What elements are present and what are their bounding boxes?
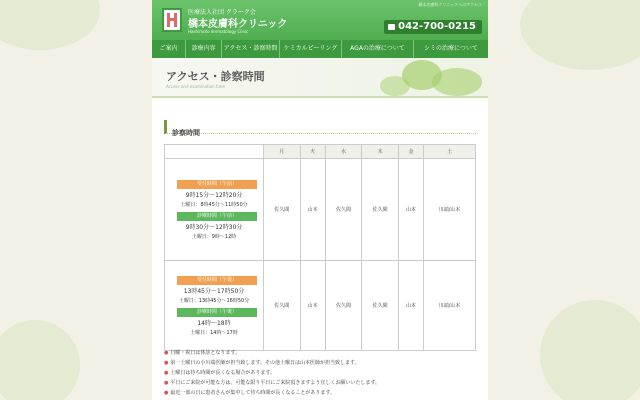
page-container — [152, 0, 488, 400]
pm-exam-sat: 土曜日：14時～17時 — [190, 329, 238, 336]
day-header: 土 — [424, 145, 476, 159]
doctor-cell: 川端/山本 — [424, 159, 476, 261]
list-item — [164, 388, 476, 398]
doctor-cell: 山本 — [398, 261, 423, 351]
am-exam-badge: 診療時間（午前） — [177, 212, 257, 221]
clinic-name[interactable]: 橋本皮膚科クリニック — [188, 19, 288, 30]
day-header: 木 — [362, 145, 399, 159]
schedule-table — [164, 144, 476, 351]
am-exam-sat: 土曜日：9時～12時 — [191, 233, 237, 240]
pm-reception-badge: 受付時間（午後） — [177, 276, 257, 285]
doctor-cell: 佐久間 — [362, 261, 399, 351]
doctor-cell: 佐久間 — [362, 159, 399, 261]
doctor-cell: 川端/山本 — [424, 261, 476, 351]
clinic-logo-icon[interactable] — [162, 8, 182, 32]
bullet-icon: ● — [164, 360, 169, 366]
pm-reception-sat: 土曜日：13時45分～16時50分 — [178, 297, 250, 304]
pm-time-cell — [165, 261, 264, 351]
doctor-cell: 山本 — [398, 159, 423, 261]
am-reception-sat: 土曜日：8時45分～11時50分 — [180, 201, 248, 208]
background-leaf — [520, 0, 640, 70]
am-reception-badge: 受付時間（午前） — [177, 180, 257, 189]
background-leaf — [0, 0, 100, 50]
page-title: アクセス・診察時間 — [166, 70, 265, 83]
phone-number[interactable] — [384, 20, 482, 34]
list-item — [164, 348, 476, 358]
section-heading — [164, 120, 476, 137]
phone-icon — [388, 24, 395, 30]
note-text: 最近一部の日に患者さんが集中して待ち時間が長くなることがあります。 — [170, 390, 335, 396]
main-nav — [152, 40, 488, 58]
header-note: 橋本皮膚科クリニックへのアクセス — [418, 2, 482, 7]
nav-item-spots[interactable]: シミの治療について — [424, 45, 478, 52]
banner-leaf — [380, 76, 410, 96]
list-item — [164, 358, 476, 368]
list-item — [164, 378, 476, 388]
schedule-header-row — [165, 145, 476, 159]
nav-item-aga[interactable]: AGAの治療について — [342, 40, 414, 58]
am-time-cell — [165, 159, 264, 261]
doctor-cell: 山本 — [300, 261, 325, 351]
nav-item-services[interactable]: 診療内容 — [186, 40, 222, 58]
background-leaf — [540, 300, 640, 400]
pm-reception-time: 13時45分～17時50分 — [183, 287, 245, 295]
doctor-cell: 佐久間 — [264, 159, 301, 261]
site-header — [152, 0, 488, 40]
phone-text: 042-700-0215 — [398, 21, 476, 32]
section-title: 診察時間 — [172, 129, 200, 137]
am-reception-time: 9時15分～12時20分 — [185, 191, 243, 199]
banner-leaf — [432, 68, 482, 96]
doctor-cell: 佐久間 — [325, 159, 362, 261]
nav-item-access[interactable]: アクセス・診察時間 — [222, 40, 280, 58]
table-row — [165, 261, 476, 351]
day-header: 火 — [300, 145, 325, 159]
note-text: 日曜・祝日は休診となります。 — [170, 350, 240, 356]
clinic-name-en: Hashimoto dermatology Clinic — [188, 29, 249, 34]
bullet-icon: ● — [164, 390, 169, 396]
nav-item-guide[interactable]: ご案内 — [152, 40, 186, 58]
background-leaf — [0, 320, 80, 400]
pm-exam-time: 14時～18時 — [197, 319, 231, 327]
page-subtitle: Access and examination time — [166, 84, 225, 89]
day-header: 金 — [398, 145, 423, 159]
doctor-cell: 佐久間 — [264, 261, 301, 351]
doctor-cell: 佐久間 — [325, 261, 362, 351]
list-item — [164, 368, 476, 378]
bullet-icon: ● — [164, 380, 169, 386]
bullet-icon: ● — [164, 370, 169, 376]
day-header: 月 — [264, 145, 301, 159]
table-row — [165, 159, 476, 261]
corp-name: 医療法人社団 クラーク会 — [188, 9, 256, 16]
notes-list — [164, 348, 476, 398]
bullet-icon: ● — [164, 350, 169, 356]
pm-exam-badge: 診療時間（午後） — [177, 308, 257, 317]
note-text: 土曜日は待ち時間が長くなる場合があります。 — [170, 370, 275, 376]
day-header: 水 — [325, 145, 362, 159]
note-text: 第一土曜日の小川端医師が担当致します。その他土曜日は山本医師が担当致します。 — [170, 360, 360, 366]
am-exam-time: 9時30分～12時30分 — [185, 223, 243, 231]
note-text: 平日にご来院が可能な方は、可能な限り平日にご来院頂きますよう宜しくお願いいたします。 — [170, 380, 380, 386]
nav-item-peeling[interactable]: ケミカルピーリング — [280, 40, 342, 58]
doctor-cell: 山本 — [300, 159, 325, 261]
schedule-corner — [165, 145, 264, 159]
page-banner — [152, 58, 488, 98]
